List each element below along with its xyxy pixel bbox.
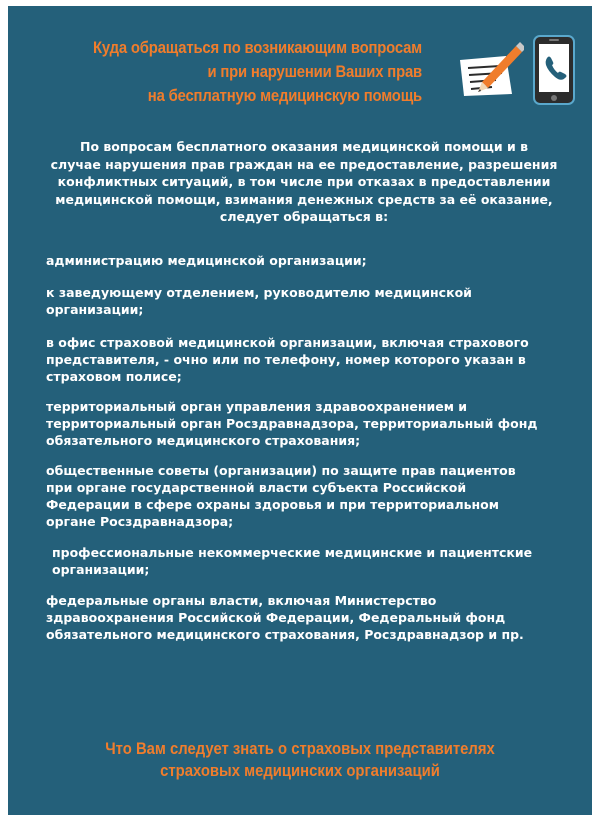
- list-item-line: администрацию медицинской организации;: [46, 253, 367, 268]
- intro-paragraph: [44, 138, 564, 226]
- page-title-line-2: и при нарушении Ваших прав: [207, 63, 422, 81]
- footer-title-line-2: страховых медицинских организаций: [160, 762, 440, 780]
- list-item-line: федеральные органы власти, включая Министерство: [46, 593, 437, 608]
- intro-line: По вопросам бесплатного оказания медицинской помощи и в: [79, 139, 529, 154]
- list-item-line: при органе государственной власти субъекта Российской: [46, 480, 467, 495]
- intro-line: следует обращаться в:: [219, 209, 389, 225]
- list-item-line: организации;: [52, 562, 150, 577]
- list-item-line: территориальный орган управления здравоохранением и: [46, 399, 468, 414]
- list-item-line: обязательного медицинского страхования, Росздравнадзор и пр.: [46, 627, 524, 642]
- page-title-line-3: на бесплатную медицинскую помощь: [147, 87, 422, 105]
- list-item: [46, 398, 576, 449]
- list-item-line: представителя, - очно или по телефону, номер которого указан в: [46, 352, 526, 367]
- list-item: [46, 252, 576, 269]
- list-item: [46, 592, 576, 643]
- list-item-line: органе Росздравнадзора;: [46, 514, 234, 529]
- intro-line: случае нарушения прав граждан на ее предоставление, разрешения: [50, 156, 558, 172]
- phone-icon: [530, 34, 578, 106]
- list-item: [46, 334, 576, 385]
- list-item-line: в офис страховой медицинской организации, включая страхового: [46, 335, 529, 350]
- list-item-line: территориальный орган Росздравнадзора, территориальный фонд: [46, 416, 538, 431]
- footer-title-line-1: Что Вам следует знать о страховых представителях: [105, 740, 495, 758]
- list-item: [46, 284, 576, 318]
- list-item-line: организации;: [46, 302, 144, 317]
- list-item: [46, 462, 576, 530]
- page-title-line-1: Куда обращаться по возникающим вопросам: [93, 39, 422, 57]
- list-item: [52, 544, 582, 578]
- document-pen-icon: [454, 38, 524, 98]
- list-item-line: страховом полисе;: [46, 369, 182, 384]
- list-item-line: профессиональные некоммерческие медицинские и пациентские: [52, 545, 533, 560]
- list-item-line: Федерации в сфере охраны здоровья и при территориальном: [46, 497, 499, 512]
- list-item-line: к заведующему отделением, руководителю медицинской: [46, 285, 472, 300]
- footer-title: [30, 738, 570, 782]
- list-item-line: общественные советы (организации) по защите прав пациентов: [46, 463, 516, 478]
- list-item-line: здравоохранения Российской Федерации, Федеральный фонд: [46, 610, 506, 625]
- page-title: [60, 36, 422, 108]
- list-item-line: обязательного медицинского страхования;: [46, 433, 361, 448]
- intro-line: конфликтных ситуаций, в том числе при отказах в предоставлении: [57, 174, 551, 190]
- intro-line: медицинской помощи, взимания денежных средств за её оказание,: [55, 191, 553, 207]
